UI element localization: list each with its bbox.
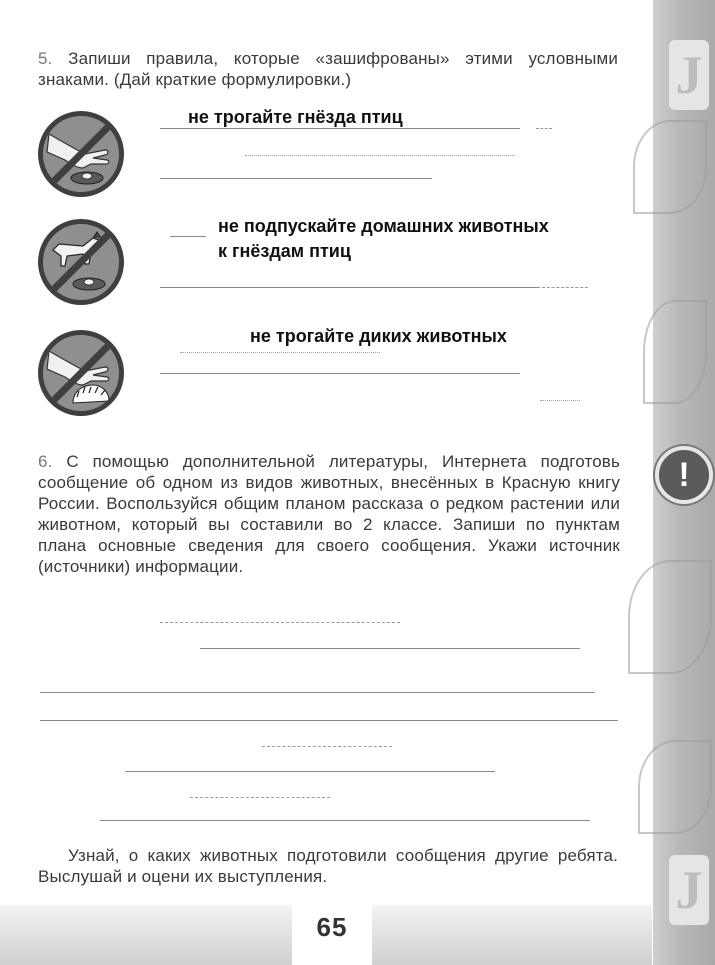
answer-rule-2-line1: не подпускайте домашних животных (218, 216, 549, 236)
answer-line (536, 128, 552, 129)
side-tab-letter: J (675, 45, 703, 105)
leaf-decoration (628, 560, 712, 674)
task6-text: С помощью дополнительной литературы, Интернета подготовь сообщение об одном из видов животных, внесённых в Красную книгу России. Воспользуйся общим планом рассказа о редком растении или животном, который вы составили во 2 классе. Запиши по пунктам плана основные сведения для своего сообщения. Укажи источник (источники) информации. (38, 452, 620, 576)
task6-instruction (38, 451, 620, 577)
answer-line (40, 692, 595, 693)
dog-nest-prohibition-icon (38, 219, 124, 305)
answer-line (170, 236, 206, 237)
task5-instruction (38, 48, 618, 90)
answer-line (160, 373, 520, 374)
task5-text: Запиши правила, которые «зашифрованы» этими условными знаками. (Дай краткие формулировки.) (38, 49, 618, 89)
answer-rule-3: не трогайте диких животных (250, 326, 507, 346)
answer-line (100, 820, 590, 821)
answer-rule-2-line2: к гнёздам птиц (218, 241, 351, 261)
hand-hedgehog-prohibition-icon (38, 330, 124, 416)
answer-line (542, 287, 588, 288)
answer-line (200, 648, 580, 649)
task6-number: 6. (38, 452, 53, 471)
hand-nest-prohibition-icon (38, 111, 124, 197)
side-tab-letter: J (675, 860, 703, 920)
task5-number: 5. (38, 49, 53, 68)
closing-instruction: Узнай, о каких животных подготовили сообщения другие ребята. Выслушай и оцени их выступления. (38, 846, 618, 886)
leaf-decoration (633, 120, 707, 214)
leaf-decoration (638, 740, 712, 834)
page-number: 65 (316, 912, 348, 942)
answer-line (160, 178, 432, 179)
exclamation-icon (655, 446, 713, 504)
answer-line (160, 622, 400, 623)
answer-line (180, 352, 380, 353)
answer-line (40, 720, 618, 721)
answer-line (245, 155, 515, 156)
side-tab (669, 855, 709, 925)
exclamation-mark: ! (678, 456, 690, 494)
answer-line (540, 400, 580, 401)
answer-line (262, 746, 392, 747)
answer-line (125, 771, 495, 772)
answer-rule-1: не трогайте гнёзда птиц (188, 107, 403, 127)
leaf-decoration (643, 300, 707, 404)
answer-line (190, 797, 330, 798)
side-tab (669, 40, 709, 110)
answer-line (160, 287, 540, 288)
